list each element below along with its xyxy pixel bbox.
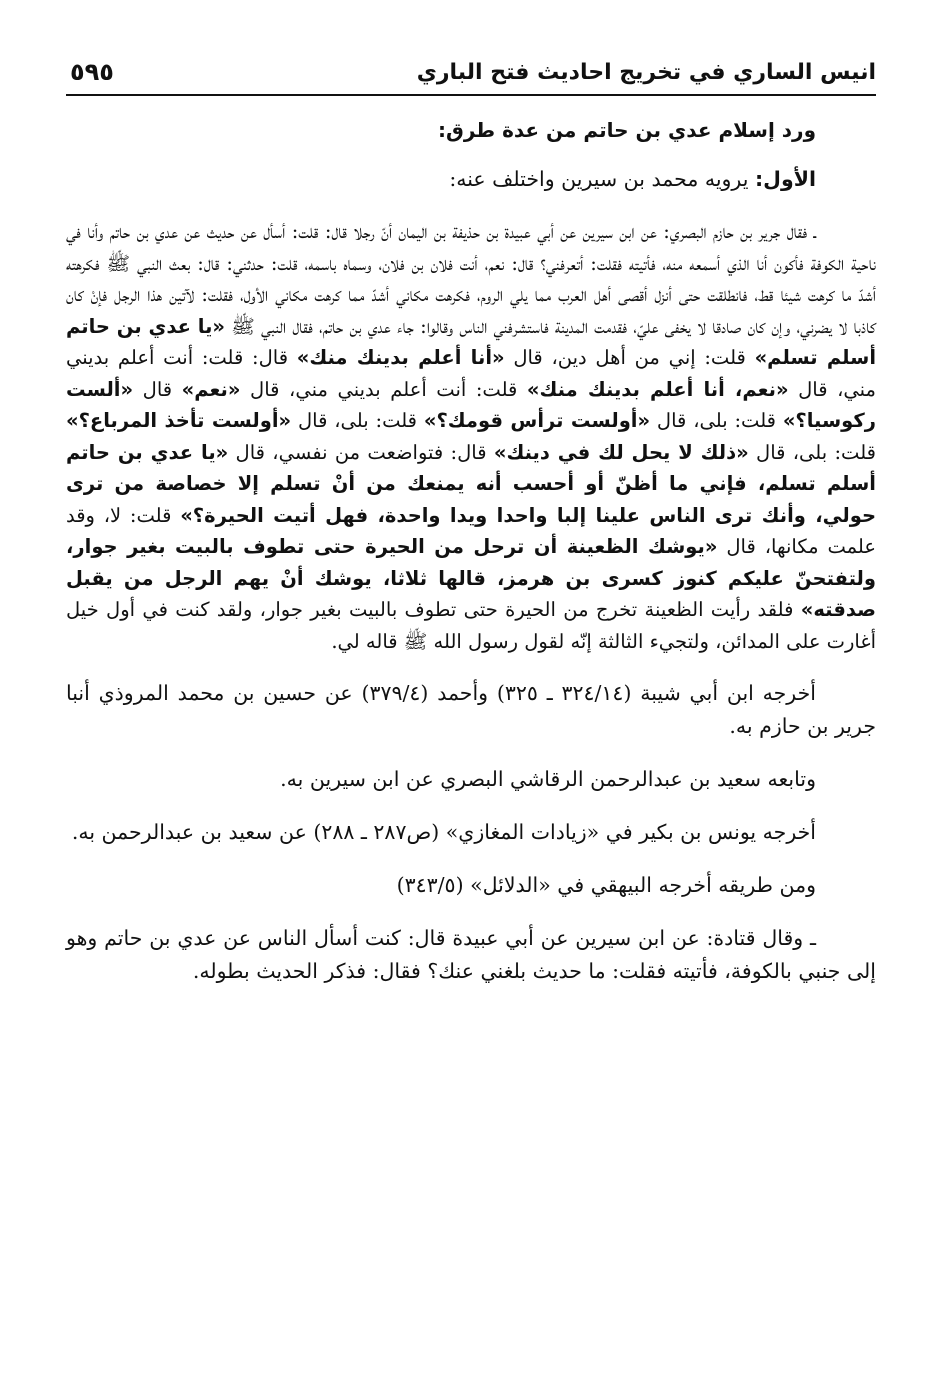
takhrij-paragraph: ومن طريقه أخرجه البيهقي في «الدلائل» (٣٤٣/٥) bbox=[396, 873, 816, 897]
narration-text: قلت: إني من أهل دين، قال bbox=[504, 346, 755, 369]
first-route-label: الأول: bbox=[754, 167, 816, 191]
narration-text: قلت: لا، وقد علمت مكانها، قال bbox=[66, 503, 876, 558]
qatada-narration: ـ وقال قتادة: عن ابن سيرين عن أبي عبيدة قال: كنت أسأل الناس عن عدي بن حاتم وهو إلى جنبي بالكوفة، فأتيته فقلت: ما حديث بلغني عنك؟ فقال: فذكر الحديث بطوله. bbox=[66, 926, 876, 983]
page-header bbox=[66, 58, 876, 96]
prophet-quote: «ذلك لا يحل لك في دينك» bbox=[493, 440, 749, 464]
first-route-text: يرويه محمد بن سيرين واختلف عنه: bbox=[449, 167, 749, 191]
book-page bbox=[66, 58, 876, 1358]
section-heading: ورد إسلام عدي بن حاتم من عدة طرق: bbox=[437, 118, 816, 142]
narration-text: قلت: بلى، قال bbox=[748, 440, 876, 464]
prophet-quote: «أولست تأخذ المرباع؟» bbox=[66, 409, 292, 432]
narration-text: قلت: بلى، قال bbox=[650, 409, 783, 432]
prophet-quote: «نعم، أنا أعلم بدينك منك» bbox=[526, 377, 789, 401]
hadith-narration bbox=[66, 216, 876, 657]
first-route-paragraph bbox=[66, 163, 816, 196]
prophet-quote: «يا عدي بن حاتم أسلم تسلم» bbox=[66, 314, 876, 369]
prophet-quote: «يا عدي بن حاتم أسلم تسلم، فإني ما أظنّ أو أحسب أنه يمنعك من أنْ تسلم إلا خصاصة من ترى حولي، وأنك ترى الناس علينا إلبا واحدا ويدا واحدة، فهل أتيت الحيرة؟» bbox=[66, 440, 876, 527]
page-number: ٥٩٥ bbox=[70, 58, 114, 86]
narration-text: قال: قلت: أنت أعلم بديني مني، قال bbox=[66, 346, 876, 401]
narration-text: فلقد رأيت الظعينة تخرج من الحيرة حتى تطوف بالبيت بغير جوار، ولقد كنت في أول خيل أغارت على المدائن، ولتجيء الثالثة إنّه لقول رسول الله ﷺ قاله لي. bbox=[66, 598, 876, 653]
takhrij-paragraph: أخرجه يونس بن بكير في «زيادات المغازي» (ص٢٨٧ ـ ٢٨٨) عن سعيد بن عبدالرحمن به. bbox=[71, 820, 816, 844]
narration-text: ـ فقال جرير بن حازم البصري: عن ابن سيرين عن أبي عبيدة بن حذيفة بن اليمان أنّ رجلا قال: قلت: أسأل عن حديث عن عدي بن حاتم وأنا في ناحية الكوفة فأكون أنا الذي أسمعه منه، فأتيته فقلت: أتعرفني؟ قال: نعم، أنت فلان بن فلان، وسماه باسمه، قلت: حدثني: قال: بعث النبي ﷺ فكرهته أشدّ ما كرهت شيئا قط، فانطلقت حتى أنزل أقصى أهل العرب مما يلي الروم، فكرهت مكاني أشدّ مما كرهت مكاني الأول، فقلت: لآتين هذا الرجل فإنْ كان كاذبا لا يضرني، وإن كان صادقا لا يخفى عليّ، فقدمت المدينة فاستشرفني الناس وقالوا: جاء عدي بن حاتم، فقال النبي ﷺ bbox=[66, 220, 876, 338]
narration-text: قلت: أنت أعلم بديني مني، قال bbox=[240, 377, 527, 401]
prophet-quote: «ألست ركوسيا؟» bbox=[66, 377, 876, 432]
page-body bbox=[66, 96, 876, 988]
running-title: انيس الساري في تخريج احاديث فتح الباري bbox=[416, 60, 876, 85]
narration-text: قال bbox=[133, 377, 182, 401]
prophet-quote: «أنا أعلم بدينك منك» bbox=[296, 346, 505, 369]
takhrij-paragraph: أخرجه ابن أبي شيبة (٣٢٤/١٤ ـ ٣٢٥) وأحمد (٣٧٩/٤) عن حسين بن محمد المروذي أنبا جرير بن حازم به. bbox=[66, 681, 876, 738]
prophet-quote: «أولست ترأس قومك؟» bbox=[423, 409, 651, 432]
prophet-quote: «يوشك الظعينة أن ترحل من الحيرة حتى تطوف بالبيت بغير جوار، ولتفتحنّ عليكم كنوز كسرى بن هرمز، قالها ثلاثا، يوشك أنْ يهم الرجل من يقبل صدقته» bbox=[66, 535, 876, 621]
mutaba-paragraph: وتابعه سعيد بن عبدالرحمن الرقاشي البصري عن ابن سيرين به. bbox=[280, 767, 816, 791]
narration-text: قلت: بلى، قال bbox=[291, 409, 424, 432]
prophet-quote: «نعم» bbox=[181, 377, 241, 401]
narration-text: قال: فتواضعت من نفسي، قال bbox=[228, 440, 494, 464]
